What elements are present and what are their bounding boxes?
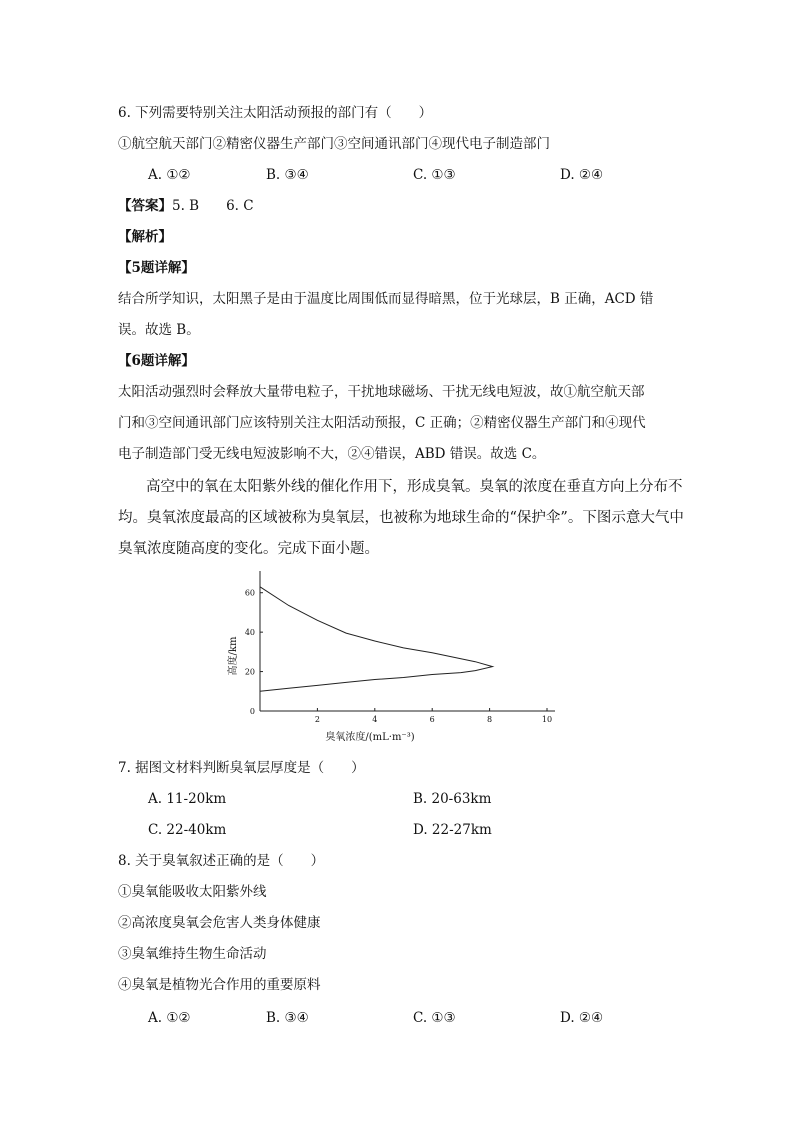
chart-axes [260, 571, 555, 711]
x-tick-label: 6 [429, 715, 435, 724]
answer-line [118, 197, 254, 215]
passage-line-2: 均。臭氧浓度最高的区域被称为臭氧层，也被称为地球生命的“保护伞”。下图示意大气中 [118, 510, 684, 526]
q8-option-d: D. ②④ [560, 1010, 604, 1026]
q5-detail-label: 【5题详解】 [118, 260, 195, 276]
q8-item-2: ②高浓度臭氧会危害人类身体健康 [118, 915, 321, 931]
answer-values: 5. B 6. C [172, 198, 254, 214]
q5-detail-line-2: 误。故选 B。 [118, 322, 200, 338]
q8-option-c: C. ①③ [413, 1010, 456, 1026]
q6-option-d: D. ②④ [560, 167, 604, 183]
x-tick-label: 8 [487, 715, 493, 724]
q5-detail-line-1: 结合所学知识，太阳黑子是由于温度比周围低而显得暗黑，位于光球层，B 正确，ACD 错 [118, 291, 654, 307]
ozone-curve [260, 587, 493, 692]
y-tick-label: 20 [244, 667, 255, 677]
q6-option-b: B. ③④ [266, 167, 309, 183]
q8-stem: 8. 关于臭氧叙述正确的是（ ） [118, 853, 325, 869]
q7-option-c: C. 22-40km [148, 822, 227, 838]
q7-option-b: B. 20-63km [413, 791, 492, 807]
y-tick-label: 60 [244, 588, 255, 598]
q6-stem: 6. 下列需要特别关注太阳活动预报的部门有（ ） [118, 105, 433, 121]
passage-line-1: 高空中的氧在太阳紫外线的催化作用下，形成臭氧。臭氧的浓度在垂直方向上分布不 [146, 479, 683, 495]
q6-detail-line-3: 电子制造部门受无线电短波影响不大，②④错误，ABD 错误。故选 C。 [118, 446, 546, 462]
ozone-chart [220, 568, 570, 748]
chart-ticks [245, 589, 552, 724]
q8-item-4: ④臭氧是植物光合作用的重要原料 [118, 977, 321, 993]
y-axis-label: 高度/km [228, 636, 239, 676]
y-tick-label: 40 [244, 628, 255, 638]
q6-detail-line-1: 太阳活动强烈时会释放大量带电粒子，干扰地球磁场、干扰无线电短波，故①航空航天部 [118, 384, 645, 400]
y-tick-label: 0 [249, 707, 255, 716]
q8-item-3: ③臭氧维持生物生命活动 [118, 946, 267, 962]
q8-option-b: B. ③④ [266, 1010, 309, 1026]
x-tick-label: 2 [314, 715, 320, 724]
q6-option-c: C. ①③ [413, 167, 456, 183]
x-tick-label: 4 [372, 715, 378, 724]
q6-detail-line-2: 门和③空间通讯部门应该特别关注太阳活动预报，C 正确；②精密仪器生产部门和④现代 [118, 415, 646, 431]
x-tick-label: 10 [541, 715, 553, 724]
q7-option-d: D. 22-27km [413, 822, 492, 838]
q6-option-a: A. ①② [148, 167, 191, 183]
answer-label: 【答案】 [118, 198, 172, 214]
analysis-label: 【解析】 [118, 229, 172, 245]
q7-option-a: A. 11-20km [148, 791, 227, 807]
q8-item-1: ①臭氧能吸收太阳紫外线 [118, 884, 267, 900]
passage-line-3: 臭氧浓度随高度的变化。完成下面小题。 [118, 541, 379, 557]
q6-detail-label: 【6题详解】 [118, 353, 195, 369]
q8-option-a: A. ①② [148, 1010, 191, 1026]
q6-items: ①航空航天部门②精密仪器生产部门③空间通讯部门④现代电子制造部门 [118, 136, 550, 152]
x-axis-label: 臭氧浓度/(mL·m⁻³) [325, 732, 415, 743]
q7-stem: 7. 据图文材料判断臭氧层厚度是（ ） [118, 760, 365, 776]
